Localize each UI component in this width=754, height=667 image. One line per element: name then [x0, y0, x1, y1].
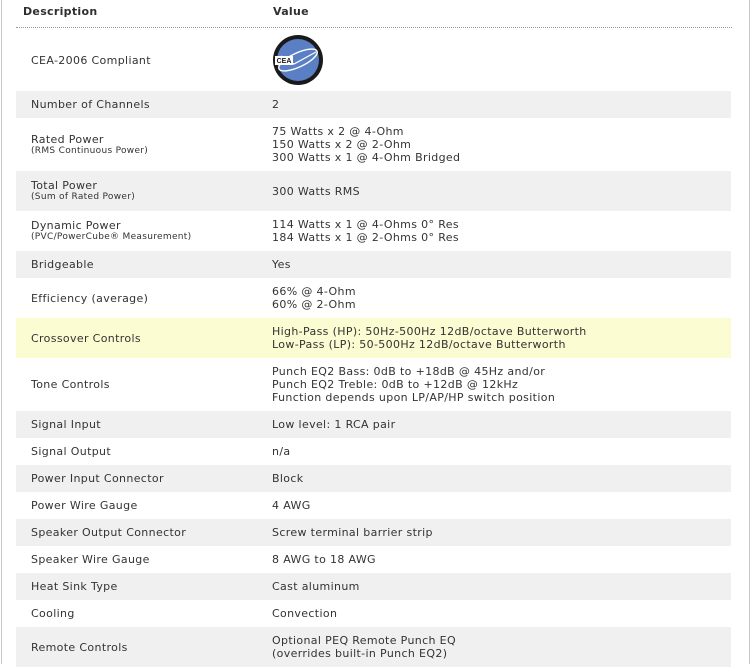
table-row — [16, 29, 731, 91]
value-line: 60% @ 2-Ohm — [272, 298, 356, 311]
value-line: Cast aluminum — [272, 580, 360, 593]
value-line: 2 — [272, 98, 280, 111]
description-cell — [31, 546, 261, 573]
value-cell — [272, 211, 727, 251]
value-cell — [272, 546, 727, 573]
column-header-value: Value — [273, 5, 309, 18]
row-label: Heat Sink Type — [31, 580, 118, 593]
value-cell — [272, 29, 727, 91]
description-cell — [31, 91, 261, 118]
description-cell — [31, 411, 261, 438]
row-label: Signal Output — [31, 445, 112, 458]
description-cell — [31, 438, 261, 465]
row-label: Speaker Output Connector — [31, 526, 187, 539]
table-row — [16, 600, 731, 627]
row-label: Crossover Controls — [31, 331, 141, 345]
row-label: Signal Input — [31, 418, 101, 431]
description-cell — [31, 573, 261, 600]
table-row — [16, 211, 731, 251]
row-label: Remote Controls — [31, 640, 128, 654]
value-cell — [272, 118, 727, 171]
table-row — [16, 251, 731, 278]
value-line: Convection — [272, 607, 338, 620]
row-label: Efficiency (average) — [31, 291, 149, 305]
row-label: CEA-2006 Compliant — [31, 53, 151, 67]
description-cell — [31, 627, 261, 667]
table-row — [16, 411, 731, 438]
table-row — [16, 546, 731, 573]
description-cell — [31, 29, 261, 91]
row-label: Bridgeable — [31, 258, 94, 271]
description-cell — [31, 358, 261, 411]
description-cell — [31, 118, 261, 171]
row-label: Dynamic Power — [31, 219, 121, 232]
value-cell — [272, 519, 727, 546]
value-line: Block — [272, 472, 304, 485]
description-cell — [31, 278, 261, 318]
spec-table — [16, 29, 731, 667]
row-label: Number of Channels — [31, 98, 150, 111]
column-header-description: Description — [23, 5, 98, 18]
value-line: Low-Pass (LP): 50-500Hz 12dB/octave Butterworth — [272, 338, 566, 351]
value-cell — [272, 411, 727, 438]
value-line: 114 Watts x 1 @ 4-Ohms 0° Res — [272, 218, 459, 231]
value-line: 184 Watts x 1 @ 2-Ohms 0° Res — [272, 231, 459, 244]
table-row — [16, 358, 731, 411]
table-header — [16, 0, 732, 28]
value-line: High-Pass (HP): 50Hz-500Hz 12dB/octave Butterworth — [272, 325, 587, 338]
value-cell — [272, 91, 727, 118]
row-label: Power Input Connector — [31, 472, 164, 485]
value-cell — [272, 600, 727, 627]
svg-text:CEA: CEA — [276, 58, 292, 65]
cea-2006-logo — [272, 34, 324, 86]
description-cell — [31, 492, 261, 519]
table-row — [16, 465, 731, 492]
value-cell — [272, 171, 727, 211]
value-line: Function depends upon LP/AP/HP switch position — [272, 391, 556, 404]
table-row — [16, 91, 731, 118]
value-line: 150 Watts x 2 @ 2-Ohm — [272, 138, 412, 151]
value-cell — [272, 251, 727, 278]
description-cell — [31, 318, 261, 358]
row-sublabel: (RMS Continuous Power) — [31, 145, 149, 156]
value-cell — [272, 465, 727, 492]
table-row — [16, 573, 731, 600]
value-cell — [272, 278, 727, 318]
value-line: 4 AWG — [272, 499, 311, 512]
value-line: 8 AWG to 18 AWG — [272, 553, 376, 566]
row-label: Rated Power — [31, 132, 104, 146]
value-cell — [272, 573, 727, 600]
value-line: Yes — [272, 258, 291, 271]
table-row — [16, 171, 731, 211]
table-row — [16, 318, 731, 358]
description-cell — [31, 171, 261, 211]
value-line: 300 Watts RMS — [272, 184, 360, 198]
row-label: Cooling — [31, 607, 75, 620]
value-line: Punch EQ2 Treble: 0dB to +12dB @ 12kHz — [272, 378, 519, 391]
value-cell — [272, 318, 727, 358]
value-line: Screw terminal barrier strip — [272, 526, 433, 539]
table-row — [16, 519, 731, 546]
description-cell — [31, 211, 261, 251]
table-row — [16, 438, 731, 465]
row-label: Speaker Wire Gauge — [31, 553, 150, 566]
value-cell — [272, 627, 727, 667]
row-label: Tone Controls — [31, 378, 110, 391]
value-line: 300 Watts x 1 @ 4-Ohm Bridged — [272, 151, 461, 164]
table-row — [16, 278, 731, 318]
value-line: Optional PEQ Remote Punch EQ — [272, 634, 456, 647]
value-line: 75 Watts x 2 @ 4-Ohm — [272, 125, 404, 138]
row-label: Total Power — [31, 179, 98, 192]
table-row — [16, 118, 731, 171]
row-sublabel: (Sum of Rated Power) — [31, 192, 136, 202]
value-cell — [272, 438, 727, 465]
value-cell — [272, 492, 727, 519]
description-cell — [31, 519, 261, 546]
value-line: (overrides built-in Punch EQ2) — [272, 647, 448, 660]
description-cell — [31, 600, 261, 627]
table-row — [16, 627, 731, 667]
value-line: n/a — [272, 445, 291, 458]
table-row — [16, 492, 731, 519]
value-cell — [272, 358, 727, 411]
description-cell — [31, 251, 261, 278]
value-line: 66% @ 4-Ohm — [272, 285, 356, 298]
row-sublabel: (PVC/PowerCube® Measurement) — [31, 232, 192, 242]
value-line: Punch EQ2 Bass: 0dB to +18dB @ 45Hz and/or — [272, 365, 546, 378]
value-line: Low level: 1 RCA pair — [272, 418, 396, 431]
description-cell — [31, 465, 261, 492]
row-label: Power Wire Gauge — [31, 499, 138, 512]
